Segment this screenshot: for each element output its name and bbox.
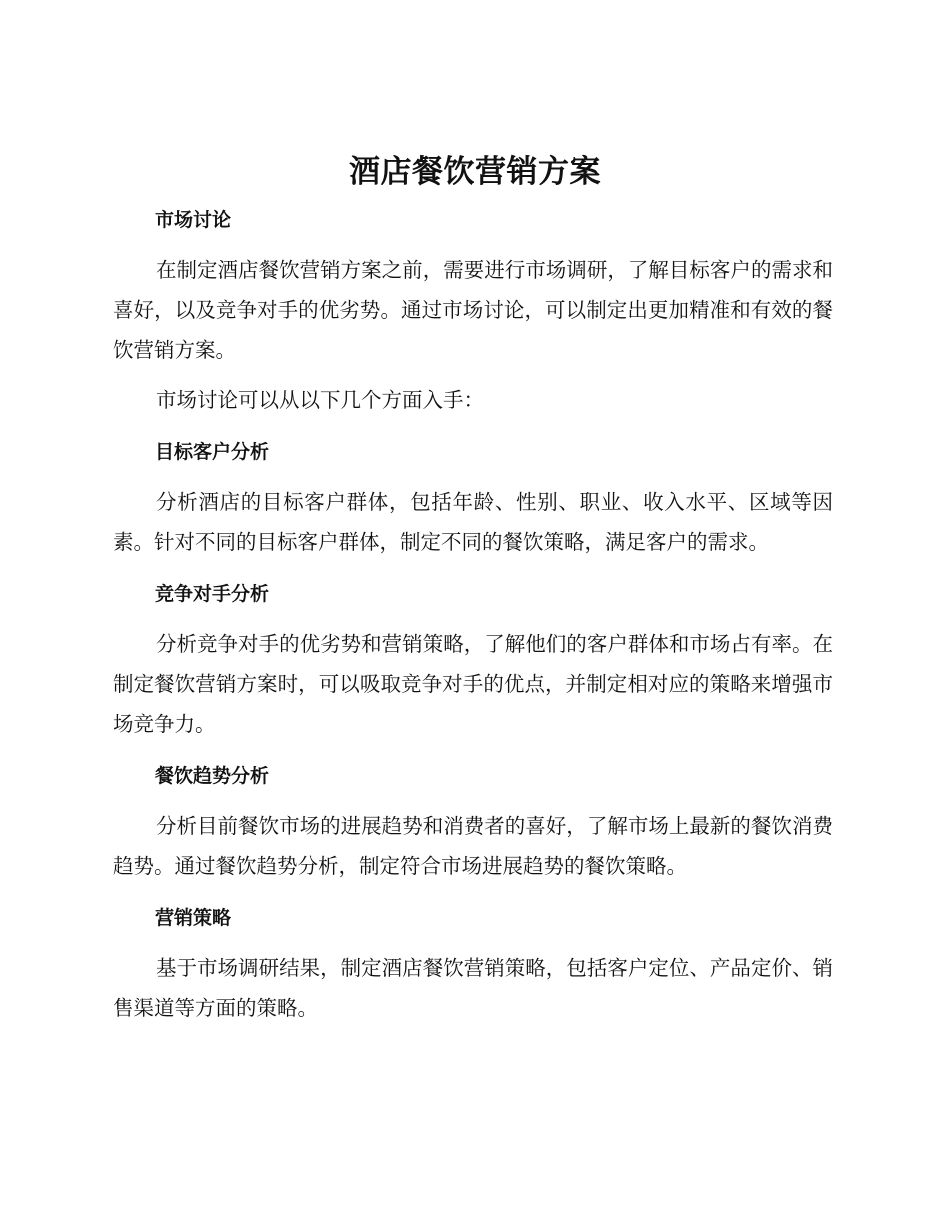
section-dining-trend-analysis: [113, 754, 833, 886]
section-heading: 餐饮趋势分析: [155, 765, 270, 787]
paragraph: 在制定酒店餐饮营销方案之前，需要进行市场调研，了解目标客户的需求和喜好，以及竞争对手的优劣势。通过市场讨论，可以制定出更加精准和有效的餐饮营销方案。: [113, 258, 833, 362]
section-marketing-strategy: [113, 896, 833, 1028]
section-market-discussion: [113, 198, 833, 420]
paragraph: 市场讨论可以从以下几个方面入手：: [156, 388, 484, 412]
section-competitor-analysis: [113, 572, 833, 744]
section-heading: 市场讨论: [155, 209, 232, 231]
section-target-customer-analysis: [113, 430, 833, 562]
section-heading: 竞争对手分析: [155, 583, 270, 605]
section-heading: 营销策略: [155, 907, 232, 929]
paragraph: 分析竞争对手的优劣势和营销策略，了解他们的客户群体和市场占有率。在制定餐饮营销方案时，可以吸取竞争对手的优点，并制定相对应的策略来增强市场竞争力。: [113, 632, 833, 736]
paragraph: 分析目前餐饮市场的进展趋势和消费者的喜好，了解市场上最新的餐饮消费趋势。通过餐饮趋势分析，制定符合市场进展趋势的餐饮策略。: [113, 814, 833, 878]
paragraph: 分析酒店的目标客户群体，包括年龄、性别、职业、收入水平、区域等因素。针对不同的目标客户群体，制定不同的餐饮策略，满足客户的需求。: [113, 490, 833, 554]
document-body: [113, 198, 833, 1038]
section-heading: 目标客户分析: [155, 441, 270, 463]
paragraph: 基于市场调研结果，制定酒店餐饮营销策略，包括客户定位、产品定价、销售渠道等方面的策略。: [113, 956, 833, 1020]
document-title: 酒店餐饮营销方案: [349, 154, 601, 190]
